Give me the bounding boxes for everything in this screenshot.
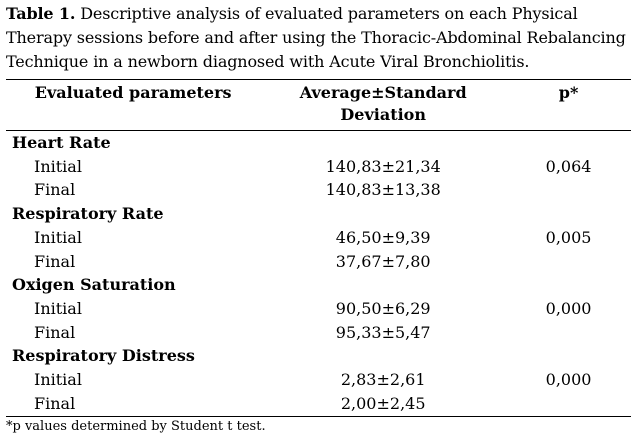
table-label: Table 1. <box>6 4 76 23</box>
row-value: 2,83±2,61 <box>340 370 426 390</box>
header-parameters: Evaluated parameters <box>6 80 260 131</box>
row-p-value <box>506 250 631 274</box>
group-row <box>6 202 631 226</box>
row-p-value: 0,000 <box>545 370 592 390</box>
header-p-value: p* <box>506 80 631 131</box>
table-row <box>6 226 631 250</box>
row-value: 95,33±5,47 <box>335 322 431 342</box>
table-body <box>6 131 631 417</box>
row-label: Initial <box>34 298 82 318</box>
header-average-sd: Average±Standard Deviation <box>260 80 506 131</box>
group-label: Heart Rate <box>12 133 111 152</box>
row-p-value <box>506 392 631 417</box>
group-row <box>6 273 631 297</box>
row-value: 90,50±6,29 <box>335 298 431 318</box>
table-row <box>6 321 631 345</box>
row-label: Initial <box>34 156 82 176</box>
row-value: 46,50±9,39 <box>335 227 431 247</box>
row-p-value: 0,064 <box>545 156 592 176</box>
group-label: Respiratory Distress <box>12 346 195 366</box>
group-label: Respiratory Rate <box>12 204 164 224</box>
row-label: Final <box>34 180 76 200</box>
row-value: 2,00±2,45 <box>260 392 506 417</box>
table-row <box>6 392 631 417</box>
row-label: Final <box>34 251 76 271</box>
group-label: Oxigen Saturation <box>12 275 176 295</box>
row-value: 140,83±21,34 <box>325 156 441 176</box>
table-caption <box>6 2 631 74</box>
row-label: Initial <box>34 370 82 390</box>
table-row <box>6 368 631 392</box>
row-p-value: 0,000 <box>545 298 592 318</box>
header-row <box>6 80 631 131</box>
footnote: *p values determined by Student t test. <box>6 419 266 434</box>
group-row <box>6 131 631 155</box>
table-row <box>6 178 631 202</box>
row-value: 37,67±7,80 <box>335 251 431 271</box>
row-p-value <box>506 321 631 345</box>
row-label: Final <box>6 392 260 417</box>
caption-text: Descriptive analysis of evaluated parameters on each Physical Therapy sessions before and after using the Thoracic-Abdominal Rebalancing Technique in a newborn diagnosed with Acute Viral Bronchiolitis. <box>6 4 626 71</box>
table-row <box>6 250 631 274</box>
row-p-value: 0,005 <box>545 227 592 247</box>
row-p-value <box>506 178 631 202</box>
table-row <box>6 297 631 321</box>
results-table <box>6 79 631 417</box>
row-value: 140,83±13,38 <box>325 180 441 200</box>
table-row <box>6 155 631 179</box>
row-label: Final <box>34 322 76 342</box>
row-label: Initial <box>34 227 82 247</box>
group-row <box>6 344 631 368</box>
